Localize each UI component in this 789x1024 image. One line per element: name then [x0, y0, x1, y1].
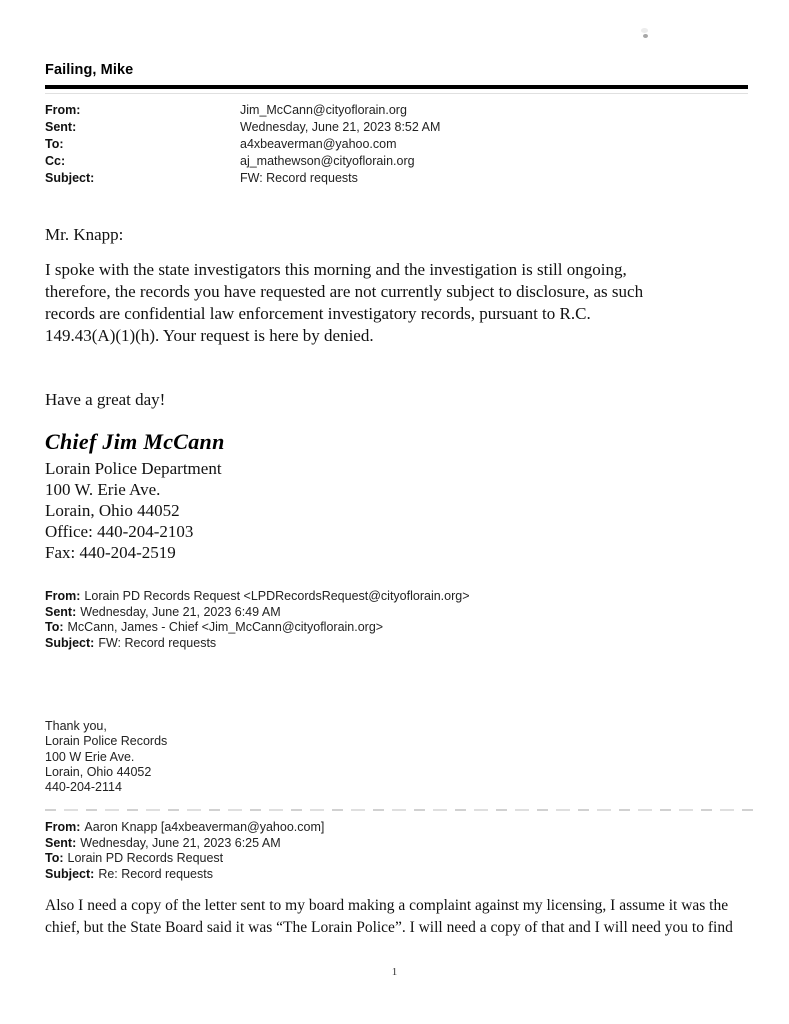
header-field-label: To:	[45, 620, 64, 635]
page-title-recipient: Failing, Mike	[45, 62, 134, 78]
body-line: therefore, the records you have requested are not currently subject to disclosure, as such	[45, 282, 644, 301]
email2-header-row-from	[45, 589, 745, 605]
signature-line: 100 W. Erie Ave.	[45, 480, 161, 499]
signature-line: Lorain, Ohio 44052	[45, 501, 180, 520]
email1-header-row-sent	[45, 119, 745, 136]
signature-line: Lorain Police Department	[45, 459, 222, 478]
signature-block	[45, 458, 222, 563]
scan-artifact-dot	[643, 34, 648, 38]
email1-header	[45, 102, 745, 187]
email2-header	[45, 589, 745, 652]
email1-header-row-cc	[45, 153, 745, 170]
header-field-label: From:	[45, 820, 81, 834]
header-field-value: Re: Record requests	[98, 867, 213, 882]
email2-header-row-sent	[45, 605, 745, 621]
header-field-value: Wednesday, June 21, 2023 6:49 AM	[80, 604, 281, 619]
scan-artifact-smudge	[641, 28, 648, 33]
header-field-value: Lorain PD Records Request <LPDRecordsRequest@cityoflorain.org>	[84, 589, 470, 603]
body-line: Also I need a copy of the letter sent to my board making a complaint against my licensing, I assume it was the	[45, 897, 729, 914]
email2-signature-block	[45, 719, 167, 795]
header-field-label: Subject:	[45, 171, 95, 185]
header-field-value: Wednesday, June 21, 2023 8:52 AM	[240, 120, 441, 134]
header-field-value: McCann, James - Chief <Jim_McCann@cityoflorain.org>	[67, 620, 384, 635]
email1-header-row-from	[45, 102, 745, 119]
header-field-value: a4xbeaverman@yahoo.com	[240, 137, 397, 151]
email3-header-row-from	[45, 820, 745, 836]
header-field-label: Sent:	[45, 604, 77, 619]
email1-salutation: Mr. Knapp:	[45, 225, 124, 244]
email3-header-row-sent	[45, 836, 745, 852]
header-field-value: FW: Record requests	[98, 636, 217, 651]
body-line: chief, but the State Board said it was “The Lorain Police”. I will need a copy of that and I will need you to find	[45, 918, 733, 936]
email1-body	[45, 259, 745, 347]
body-line: records are confidential law enforcement investigatory records, pursuant to R.C.	[45, 304, 591, 323]
header-field-value: Jim_McCann@cityoflorain.org	[240, 103, 407, 117]
scan-separator-line	[45, 809, 761, 811]
header-field-label: To:	[45, 851, 64, 866]
header-field-label: Cc:	[45, 154, 66, 168]
header-field-value: aj_mathewson@cityoflorain.org	[240, 154, 415, 168]
signature-name: Chief Jim McCann	[45, 429, 225, 454]
email2-header-row-to	[45, 620, 745, 636]
header-field-label: Subject:	[45, 867, 95, 882]
signature-line: Office: 440-204-2103	[45, 522, 194, 541]
email2-header-row-subject	[45, 636, 745, 652]
signature-line: Thank you,	[45, 719, 107, 733]
email1-header-row-subject	[45, 170, 745, 187]
header-field-value: Lorain PD Records Request	[67, 851, 224, 866]
email1-closing: Have a great day!	[45, 390, 166, 409]
email1-header-row-to	[45, 136, 745, 153]
email3-header	[45, 820, 745, 883]
header-field-label: From:	[45, 103, 81, 117]
header-field-label: Sent:	[45, 120, 77, 134]
title-divider-echo	[45, 93, 748, 94]
title-divider-rule	[45, 85, 748, 89]
header-field-value: Aaron Knapp [a4xbeaverman@yahoo.com]	[84, 820, 325, 834]
header-field-value: Wednesday, June 21, 2023 6:25 AM	[80, 835, 281, 850]
email3-header-row-subject	[45, 867, 745, 883]
signature-line: 440-204-2114	[45, 780, 122, 795]
email3-body	[45, 895, 757, 938]
signature-line: 100 W Erie Ave.	[45, 749, 135, 764]
email3-header-row-to	[45, 851, 745, 867]
header-field-label: From:	[45, 589, 81, 603]
page-number: 1	[391, 966, 398, 978]
signature-line: Lorain Police Records	[45, 734, 168, 749]
signature-line: Fax: 440-204-2519	[45, 543, 176, 562]
body-line: 149.43(A)(1)(h). Your request is here by denied.	[45, 326, 374, 345]
header-field-label: Sent:	[45, 835, 77, 850]
body-line: I spoke with the state investigators this morning and the investigation is still ongoing,	[45, 260, 627, 279]
signature-line: Lorain, Ohio 44052	[45, 764, 152, 779]
header-field-value: FW: Record requests	[240, 171, 358, 185]
header-field-label: To:	[45, 137, 64, 151]
header-field-label: Subject:	[45, 636, 95, 651]
